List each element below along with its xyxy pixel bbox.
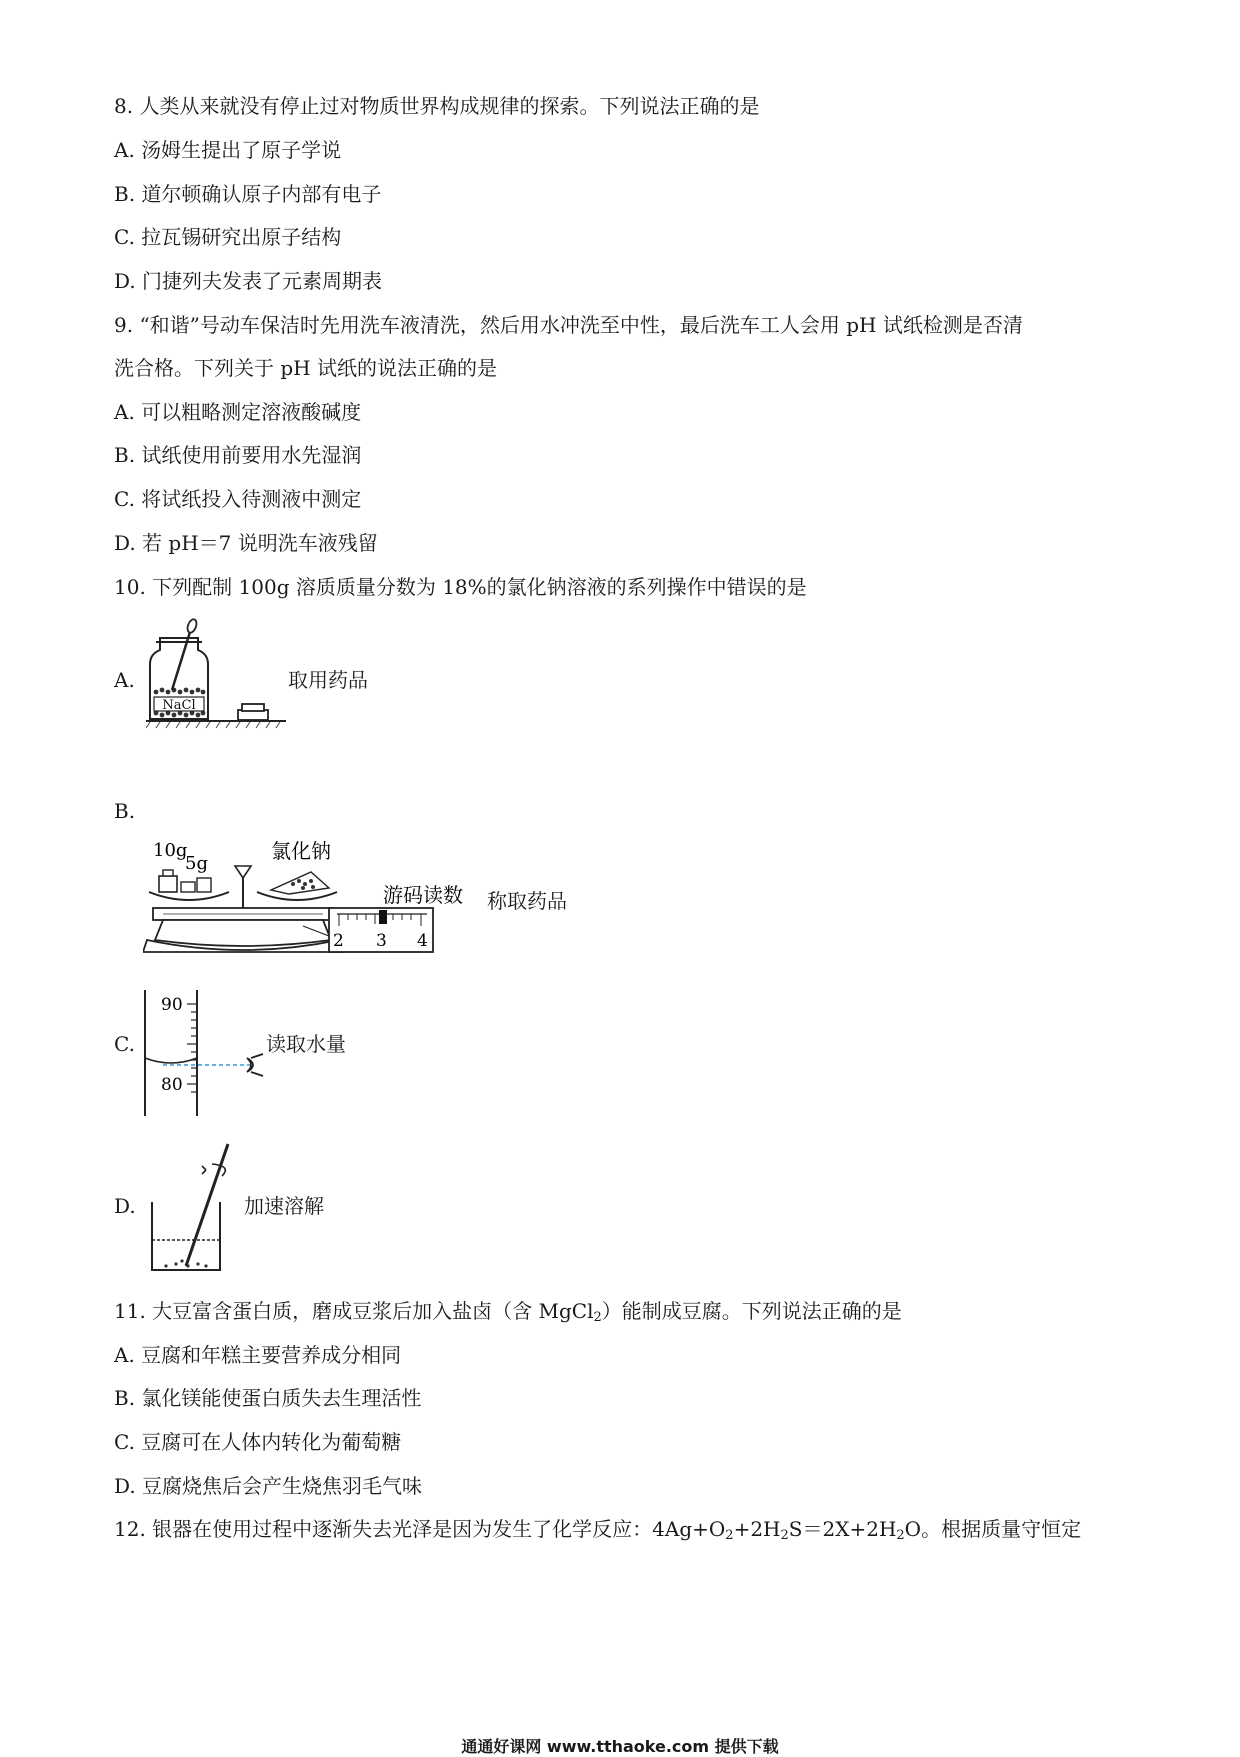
- beaker-figure: [146, 1140, 246, 1276]
- q11-option-b: B. 氯化镁能使蛋白质失去生理活性: [114, 1386, 422, 1410]
- scale-tick-4: 4: [417, 931, 428, 951]
- q10-option-a-caption: 取用药品: [288, 668, 368, 692]
- scale-tick-2: 2: [333, 931, 344, 951]
- q9-stem-line2: 洗合格。下列关于 pH 试纸的说法正确的是: [114, 356, 497, 380]
- q10-option-a-letter: A.: [114, 668, 135, 692]
- q11-stem-sub: 2: [593, 1310, 602, 1325]
- q12-stem-d: O。根据质量守恒定: [904, 1517, 1082, 1541]
- q11-stem: [114, 1297, 902, 1332]
- graduated-cylinder-figure: [143, 988, 273, 1118]
- q9-option-d: D. 若 pH＝7 说明洗车液残留: [114, 531, 378, 555]
- q9-stem-line1: 9. “和谐”号动车保洁时先用洗车液清洗，然后用水冲洗至中性，最后洗车工人会用 pH 试纸检测是否清: [114, 313, 1023, 337]
- salt-label: 氯化钠: [271, 839, 331, 863]
- q10-stem: 10. 下列配制 100g 溶质质量分数为 18%的氯化钠溶液的系列操作中错误的是: [114, 575, 807, 599]
- q8-option-b: B. 道尔顿确认原子内部有电子: [114, 182, 382, 206]
- q10-option-d-letter: D.: [114, 1194, 136, 1218]
- q12-sub3: 2: [896, 1528, 905, 1543]
- weight-label-10g: 10g: [153, 840, 188, 861]
- q10-option-d-caption: 加速溶解: [244, 1194, 324, 1218]
- q10-option-b-caption: 称取药品: [487, 889, 567, 913]
- rider-reading-label: 游码读数: [383, 883, 463, 907]
- q8-option-c: C. 拉瓦锡研究出原子结构: [114, 225, 342, 249]
- q11-stem-pre: 11. 大豆富含蛋白质，磨成豆浆后加入盐卤（含 MgCl: [114, 1299, 594, 1323]
- bottle-label-nacl: NaCl: [162, 698, 196, 713]
- q12-stem-c: S＝2X+2H: [788, 1517, 897, 1541]
- q12-sub1: 2: [725, 1528, 734, 1543]
- cylinder-mark-80: 80: [161, 1075, 183, 1095]
- q8-stem: 8. 人类从来就没有停止过对物质世界构成规律的探索。下列说法正确的是: [114, 94, 760, 118]
- q12-stem-a: 12. 银器在使用过程中逐渐失去光泽是因为发生了化学反应：4Ag+O: [114, 1517, 726, 1541]
- q9-option-c: C. 将试纸投入待测液中测定: [114, 487, 362, 511]
- balance-figure: [143, 834, 493, 956]
- reagent-bottle-figure: [146, 618, 306, 730]
- cylinder-mark-90: 90: [161, 995, 183, 1015]
- weight-label-5g: 5g: [185, 853, 208, 874]
- q11-stem-post: ）能制成豆腐。下列说法正确的是: [601, 1299, 902, 1323]
- q10-option-c-letter: C.: [114, 1032, 135, 1056]
- q11-option-c: C. 豆腐可在人体内转化为葡萄糖: [114, 1430, 402, 1454]
- q9-option-b: B. 试纸使用前要用水先湿润: [114, 443, 362, 467]
- q9-option-a: A. 可以粗略测定溶液酸碱度: [114, 400, 362, 424]
- q12-sub2: 2: [780, 1528, 789, 1543]
- q10-option-b-letter: B.: [114, 799, 136, 823]
- page-footer: 通通好课网 www.tthaoke.com 提供下载: [461, 1737, 779, 1756]
- scale-tick-3: 3: [376, 931, 387, 951]
- q10-option-c-caption: 读取水量: [266, 1032, 346, 1056]
- q12-stem-b: +2H: [733, 1517, 781, 1541]
- q8-option-d: D. 门捷列夫发表了元素周期表: [114, 269, 383, 293]
- q11-option-a: A. 豆腐和年糕主要营养成分相同: [114, 1343, 402, 1367]
- q8-option-a: A. 汤姆生提出了原子学说: [114, 138, 342, 162]
- q11-option-d: D. 豆腐烧焦后会产生烧焦羽毛气味: [114, 1474, 423, 1498]
- q12-stem: [114, 1515, 1081, 1550]
